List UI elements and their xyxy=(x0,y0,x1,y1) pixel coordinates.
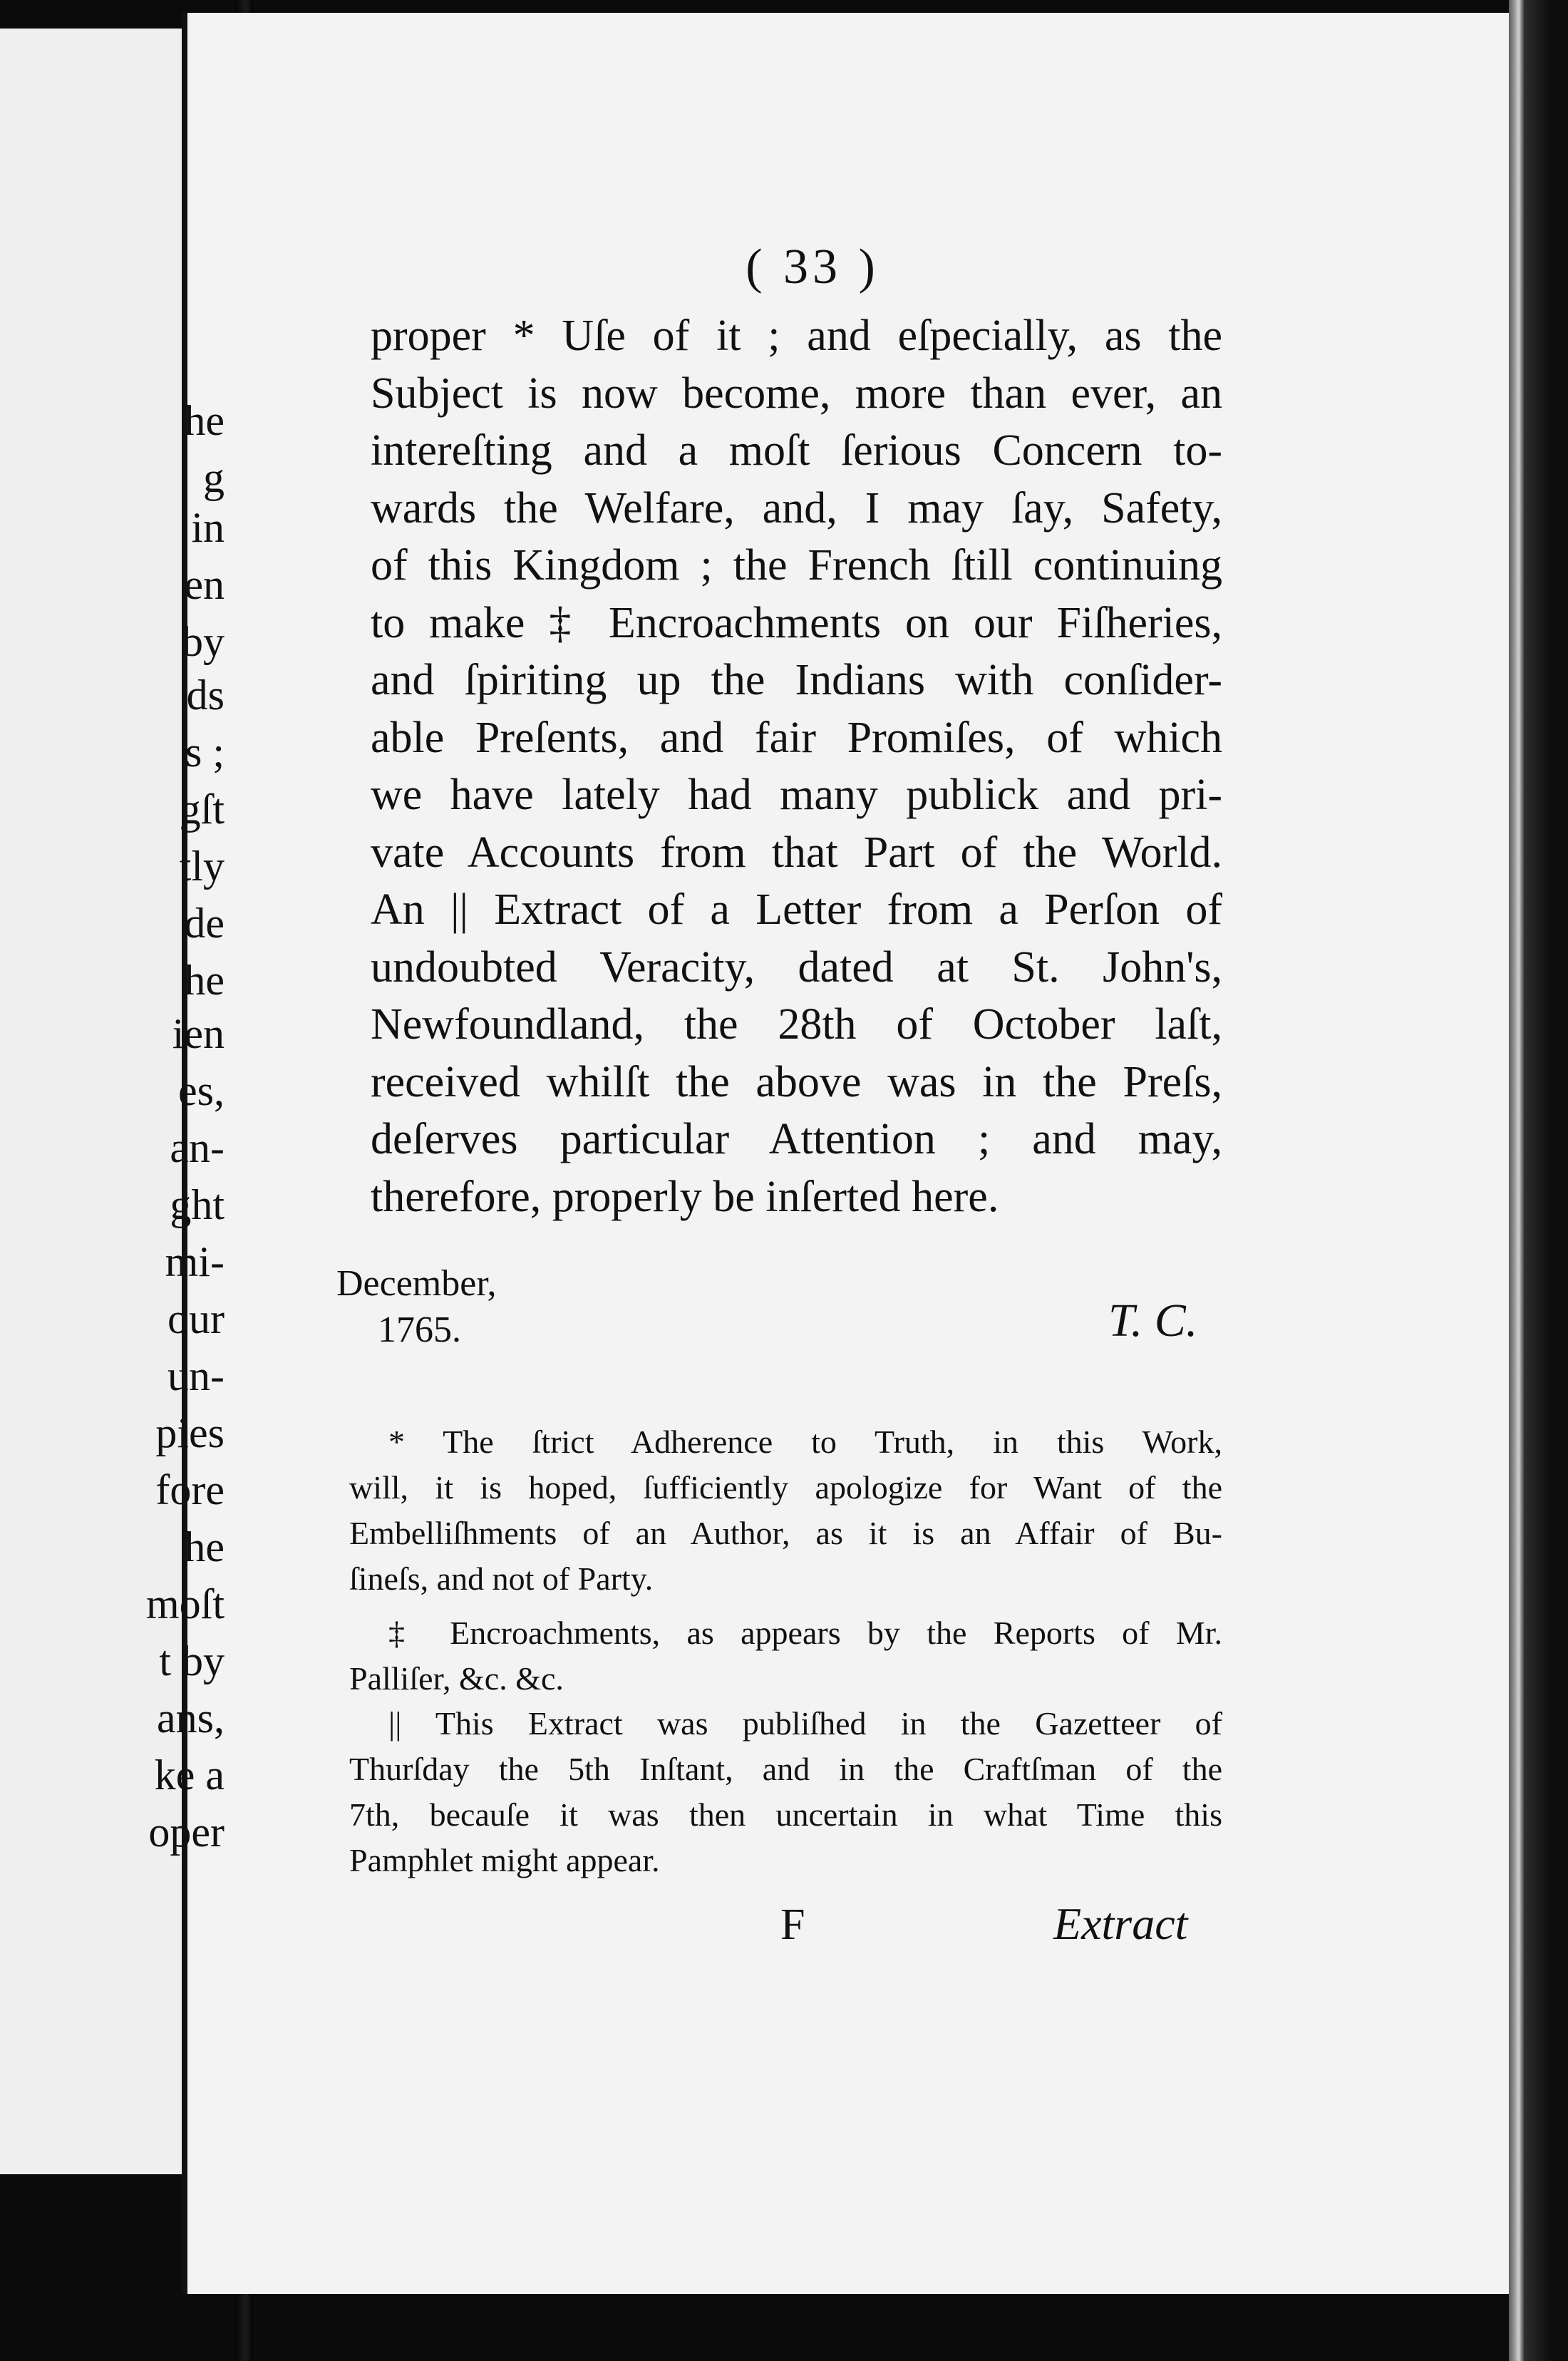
facing-page-line: de xyxy=(184,900,225,947)
signature-year: 1765. xyxy=(378,1310,461,1350)
body-text-line: deſerves particular Attention ; and may, xyxy=(371,1115,1222,1163)
facing-page-line: ans, xyxy=(157,1694,225,1742)
facing-page-line: ght xyxy=(170,1181,225,1228)
body-text-line: undoubted Veracity, dated at St. John's, xyxy=(371,943,1222,992)
facing-page-line: mi- xyxy=(165,1238,225,1285)
facing-page-line: our xyxy=(167,1295,225,1342)
facing-page-line: an- xyxy=(170,1124,225,1171)
body-text-line: we have lately had many publick and pri- xyxy=(371,771,1222,819)
facing-page-line: in xyxy=(191,504,225,551)
body-text-line: able Preſents, and fair Promiſes, of which xyxy=(371,714,1222,762)
body-text-line: Subject is now become, more than ever, an xyxy=(371,369,1222,418)
body-text-line: proper * Uſe of it ; and eſpecially, as the xyxy=(371,312,1222,360)
facing-page-line: ds xyxy=(186,672,225,719)
body-text-line: vate Accounts from that Part of the World. xyxy=(371,828,1222,877)
footnote-line: * The ſtrict Adherence to Truth, in this Work, xyxy=(388,1424,1222,1460)
body-text-line: and ſpiriting up the Indians with conſider- xyxy=(371,656,1222,704)
footnote-line: 7th, becauſe it was then uncertain in what Time this xyxy=(349,1796,1222,1833)
footnote-line: Palliſer, &c. &c. xyxy=(349,1660,564,1697)
footnote-line: ‡ Encroachments, as appears by the Reports of Mr. xyxy=(388,1615,1222,1651)
facing-page-line: moſt xyxy=(145,1580,225,1627)
signature-initials: T. C. xyxy=(1108,1295,1198,1347)
body-text-line: received whilſt the above was in the Preſs, xyxy=(371,1058,1222,1106)
facing-page-line: fore xyxy=(155,1466,225,1513)
body-text-line: An || Extract of a Letter from a Perſon of xyxy=(371,885,1222,934)
body-text-line: intereſting and a moſt ſerious Concern to- xyxy=(371,426,1222,475)
printer-signature-mark: F xyxy=(780,1900,805,1949)
facing-page-line: un- xyxy=(167,1352,225,1399)
page-edge xyxy=(1509,0,1568,2361)
facing-page-line: he xyxy=(184,397,225,444)
body-text-line: of this Kingdom ; the French ſtill continuing xyxy=(371,541,1222,590)
footnote-line: || This Extract was publiſhed in the Gazetteer of xyxy=(388,1705,1222,1742)
body-text-line: Newfoundland, the 28th of October laſt, xyxy=(371,1000,1222,1049)
facing-page-line: oper xyxy=(148,1809,225,1856)
footnote-line: will, it is hoped, ſufficiently apologize for Want of the xyxy=(349,1469,1222,1506)
facing-page-line: tly xyxy=(179,843,225,890)
facing-page-line: he xyxy=(184,957,225,1004)
facing-page-line: en xyxy=(184,561,225,608)
facing-page-line: ke a xyxy=(154,1752,225,1799)
footnote-line: Embelliſhments of an Author, as it is an Affair of Bu- xyxy=(349,1515,1222,1551)
facing-page-line: gſt xyxy=(179,786,225,833)
facing-page-line: by xyxy=(182,618,225,665)
body-text-line: wards the Welfare, and, I may ſay, Safety, xyxy=(371,484,1222,533)
footnote-line: Pamphlet might appear. xyxy=(349,1842,660,1878)
footnote-line: ſineſs, and not of Party. xyxy=(349,1560,654,1597)
body-text-line: to make ‡ Encroachments on our Fiſheries, xyxy=(371,599,1222,647)
signature-month: December, xyxy=(336,1263,497,1304)
facing-page-line: he xyxy=(184,1523,225,1570)
facing-page-line: g xyxy=(203,454,225,501)
footnote-line: Thurſday the 5th Inſtant, and in the Craftſman of the xyxy=(349,1751,1222,1787)
facing-page-line: s ; xyxy=(185,729,225,776)
catchword: Extract xyxy=(1053,1898,1188,1949)
facing-page-line: t by xyxy=(159,1637,225,1684)
body-text-line: therefore, properly be inſerted here. xyxy=(371,1173,999,1221)
facing-page-line: es, xyxy=(178,1067,225,1114)
facing-page-line: pies xyxy=(155,1409,225,1456)
facing-page-line: ien xyxy=(172,1010,225,1057)
page-number: ( 33 ) xyxy=(746,240,880,294)
